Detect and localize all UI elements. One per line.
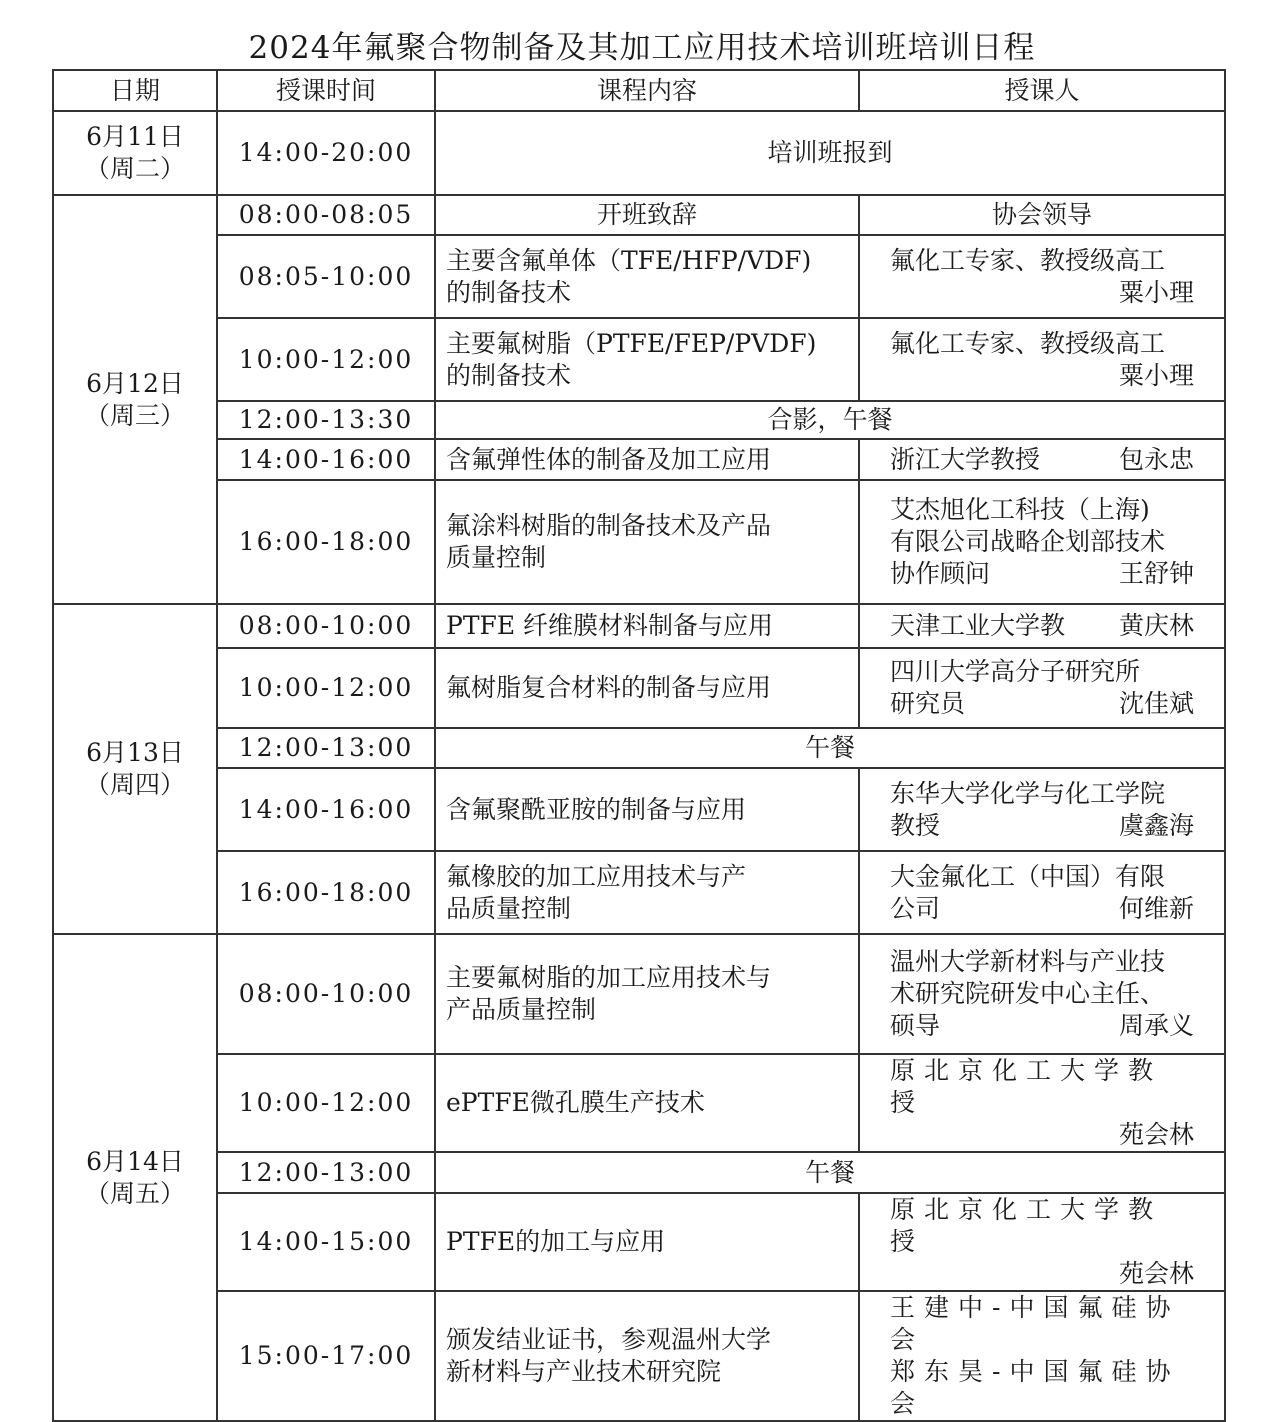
course-line: 含氟弹性体的制备及加工应用 bbox=[446, 444, 772, 474]
instructor-line bbox=[890, 558, 1194, 590]
course-line: 产品质量控制 bbox=[446, 995, 597, 1024]
date: 6月13日 bbox=[86, 738, 184, 767]
time-cell: 15:00-17:00 bbox=[217, 1291, 435, 1421]
weekday: （周四） bbox=[84, 770, 185, 799]
instructor-affiliation: 天津工业大学教 bbox=[890, 611, 1066, 640]
instructor-name: 粟小理 bbox=[1118, 360, 1194, 390]
instructor-affiliation: 硕导 bbox=[890, 1011, 941, 1040]
schedule-row bbox=[53, 768, 1225, 851]
weekday: （周三） bbox=[84, 400, 185, 430]
time-cell: 14:00-15:00 bbox=[217, 1193, 435, 1291]
course-cell bbox=[435, 934, 859, 1054]
course-cell bbox=[435, 318, 859, 401]
course-line: 主要含氟单体（TFE/HFP/VDF) bbox=[446, 245, 812, 275]
course-cell bbox=[435, 648, 859, 728]
course-line: 开班致辞 bbox=[596, 200, 697, 229]
instructor-line bbox=[890, 328, 1194, 360]
instructor-affiliation: 大金氟化工（中国）有限 bbox=[890, 861, 1166, 891]
schedule-row bbox=[53, 1152, 1225, 1193]
instructor-name: 周承义 bbox=[1118, 1011, 1194, 1040]
schedule-row bbox=[53, 1193, 1225, 1291]
instructor-affiliation: 氟化工专家、教授级高工 bbox=[890, 328, 1166, 358]
course-cell bbox=[435, 235, 859, 318]
schedule-row bbox=[53, 439, 1225, 480]
weekday: （周二） bbox=[84, 154, 185, 183]
course-cell bbox=[435, 480, 859, 604]
instructor-affiliation: 原北京化工大学教授 bbox=[890, 1195, 1163, 1256]
course-line: 新材料与产业技术研究院 bbox=[446, 1357, 722, 1386]
instructor-cell bbox=[859, 1291, 1225, 1421]
course-line: 的制备技术 bbox=[446, 277, 572, 307]
course-line: PTFE 纤维膜材料制备与应用 bbox=[446, 611, 774, 640]
course-cell bbox=[435, 1193, 859, 1291]
course-line: 氟涂料树脂的制备技术及产品 bbox=[446, 511, 772, 540]
instructor-affiliation: 郑东昊-中国氟硅协会 bbox=[890, 1357, 1180, 1418]
time-cell: 08:05-10:00 bbox=[217, 235, 435, 318]
instructor-affiliation: 有限公司战略企划部技术 bbox=[890, 527, 1166, 556]
page-title: 2024年氟聚合物制备及其加工应用技术培训班培训日程 bbox=[248, 30, 1036, 66]
instructor-affiliation: 王建中-中国氟硅协会 bbox=[890, 1293, 1180, 1354]
date-cell bbox=[53, 934, 217, 1421]
header-course: 课程内容 bbox=[435, 70, 859, 111]
instructor-affiliation: 氟化工专家、教授级高工 bbox=[890, 245, 1166, 275]
instructor-name: 黄庆林 bbox=[1118, 611, 1194, 640]
weekday: （周五） bbox=[84, 1178, 185, 1208]
course-line: PTFE的加工与应用 bbox=[446, 1227, 666, 1256]
instructor-affiliation: 研究员 bbox=[890, 689, 966, 718]
schedule-row bbox=[53, 111, 1225, 195]
course-cell bbox=[435, 768, 859, 851]
instructor-name: 包永忠 bbox=[1118, 444, 1194, 474]
time-cell: 12:00-13:30 bbox=[217, 401, 435, 439]
instructor-line bbox=[890, 277, 1194, 309]
instructor-line bbox=[890, 1292, 1194, 1356]
instructor-line bbox=[890, 494, 1194, 526]
instructor-line bbox=[890, 444, 1194, 476]
instructor-line bbox=[890, 1258, 1194, 1290]
schedule-row bbox=[53, 480, 1225, 604]
time-cell: 14:00-16:00 bbox=[217, 768, 435, 851]
instructor-line bbox=[890, 688, 1194, 720]
header-instructor: 授课人 bbox=[859, 70, 1225, 111]
date: 6月14日 bbox=[86, 1146, 184, 1176]
instructor-line bbox=[890, 1119, 1194, 1151]
instructor-line bbox=[890, 610, 1194, 642]
time-cell: 08:00-10:00 bbox=[217, 934, 435, 1054]
time-cell: 14:00-20:00 bbox=[217, 111, 435, 195]
instructor-affiliation: 术研究院研发中心主任、 bbox=[890, 979, 1166, 1008]
event-cell: 午餐 bbox=[435, 1152, 1225, 1193]
instructor-line bbox=[890, 245, 1194, 277]
instructor-cell bbox=[859, 1054, 1225, 1152]
date-cell bbox=[53, 195, 217, 604]
instructor-cell bbox=[859, 768, 1225, 851]
header-time: 授课时间 bbox=[217, 70, 435, 111]
instructor-cell bbox=[859, 439, 1225, 480]
date: 6月11日 bbox=[86, 122, 184, 151]
time-cell: 10:00-12:00 bbox=[217, 1054, 435, 1152]
instructor-line bbox=[890, 946, 1194, 978]
time-cell: 10:00-12:00 bbox=[217, 648, 435, 728]
instructor-cell bbox=[859, 195, 1225, 235]
instructor-line bbox=[890, 861, 1194, 893]
instructor-cell bbox=[859, 604, 1225, 648]
course-line: 主要氟树脂的加工应用技术与 bbox=[446, 963, 772, 992]
schedule-row bbox=[53, 235, 1225, 318]
date-cell bbox=[53, 111, 217, 195]
instructor-affiliation: 温州大学新材料与产业技 bbox=[890, 947, 1166, 976]
schedule-row bbox=[53, 1054, 1225, 1152]
course-cell bbox=[435, 439, 859, 480]
schedule-row bbox=[53, 318, 1225, 401]
instructor-line bbox=[890, 526, 1194, 558]
schedule-table bbox=[52, 69, 1226, 1422]
time-cell: 16:00-18:00 bbox=[217, 480, 435, 604]
header-date: 日期 bbox=[53, 70, 217, 111]
instructor-line bbox=[890, 199, 1194, 231]
date-cell bbox=[53, 604, 217, 934]
instructor-affiliation: 浙江大学教授 bbox=[890, 444, 1041, 474]
instructor-affiliation: 协会领导 bbox=[991, 200, 1092, 229]
instructor-affiliation: 原北京化工大学教授 bbox=[890, 1056, 1163, 1117]
event-cell: 午餐 bbox=[435, 728, 1225, 768]
instructor-name: 虞鑫海 bbox=[1118, 810, 1194, 840]
course-cell bbox=[435, 195, 859, 235]
instructor-cell bbox=[859, 648, 1225, 728]
schedule-row bbox=[53, 195, 1225, 235]
course-cell bbox=[435, 1291, 859, 1421]
instructor-line bbox=[890, 810, 1194, 842]
course-line: 颁发结业证书，参观温州大学 bbox=[446, 1325, 772, 1354]
instructor-name: 何维新 bbox=[1118, 893, 1194, 923]
instructor-line bbox=[890, 1356, 1194, 1420]
instructor-cell bbox=[859, 480, 1225, 604]
instructor-name: 王舒钟 bbox=[1118, 559, 1194, 588]
course-line: 氟树脂复合材料的制备与应用 bbox=[446, 673, 772, 702]
instructor-line bbox=[890, 360, 1194, 392]
instructor-line bbox=[890, 778, 1194, 810]
instructor-cell bbox=[859, 1193, 1225, 1291]
instructor-affiliation: 四川大学高分子研究所 bbox=[890, 657, 1141, 686]
instructor-line bbox=[890, 656, 1194, 688]
instructor-affiliation: 公司 bbox=[890, 893, 941, 923]
instructor-line bbox=[890, 1010, 1194, 1042]
instructor-name: 苑会林 bbox=[1118, 1259, 1194, 1288]
instructor-affiliation: 教授 bbox=[890, 810, 941, 840]
time-cell: 14:00-16:00 bbox=[217, 439, 435, 480]
time-cell: 10:00-12:00 bbox=[217, 318, 435, 401]
instructor-line bbox=[890, 1194, 1194, 1258]
course-line: 含氟聚酰亚胺的制备与应用 bbox=[446, 794, 747, 824]
time-cell: 16:00-18:00 bbox=[217, 851, 435, 934]
schedule-row bbox=[53, 851, 1225, 934]
date: 6月12日 bbox=[86, 368, 184, 398]
event-cell: 培训班报到 bbox=[435, 111, 1225, 195]
instructor-cell bbox=[859, 851, 1225, 934]
schedule-row bbox=[53, 1291, 1225, 1421]
instructor-cell bbox=[859, 934, 1225, 1054]
header-row bbox=[53, 70, 1225, 111]
instructor-name: 沈佳斌 bbox=[1118, 689, 1194, 718]
course-cell bbox=[435, 851, 859, 934]
course-line: 质量控制 bbox=[446, 543, 547, 572]
schedule-row bbox=[53, 401, 1225, 439]
schedule-row bbox=[53, 648, 1225, 728]
event-cell: 合影，午餐 bbox=[435, 401, 1225, 439]
course-cell bbox=[435, 1054, 859, 1152]
instructor-cell bbox=[859, 318, 1225, 401]
instructor-cell bbox=[859, 235, 1225, 318]
instructor-line bbox=[890, 893, 1194, 925]
course-line: 品质量控制 bbox=[446, 893, 572, 923]
instructor-name: 苑会林 bbox=[1118, 1120, 1194, 1149]
course-line: ePTFE微孔膜生产技术 bbox=[446, 1088, 705, 1117]
schedule-row bbox=[53, 728, 1225, 768]
time-cell: 08:00-08:05 bbox=[217, 195, 435, 235]
schedule-row bbox=[53, 604, 1225, 648]
instructor-affiliation: 东华大学化学与化工学院 bbox=[890, 778, 1166, 808]
course-line: 氟橡胶的加工应用技术与产 bbox=[446, 861, 747, 891]
course-line: 主要氟树脂（PTFE/FEP/PVDF) bbox=[446, 328, 817, 358]
instructor-line bbox=[890, 978, 1194, 1010]
time-cell: 12:00-13:00 bbox=[217, 728, 435, 768]
time-cell: 08:00-10:00 bbox=[217, 604, 435, 648]
schedule-row bbox=[53, 934, 1225, 1054]
course-line: 的制备技术 bbox=[446, 360, 572, 390]
instructor-affiliation: 艾杰旭化工科技（上海) bbox=[890, 495, 1150, 524]
instructor-affiliation: 协作顾问 bbox=[890, 559, 991, 588]
instructor-name: 粟小理 bbox=[1118, 277, 1194, 307]
time-cell: 12:00-13:00 bbox=[217, 1152, 435, 1193]
instructor-line bbox=[890, 1055, 1194, 1119]
course-cell bbox=[435, 604, 859, 648]
